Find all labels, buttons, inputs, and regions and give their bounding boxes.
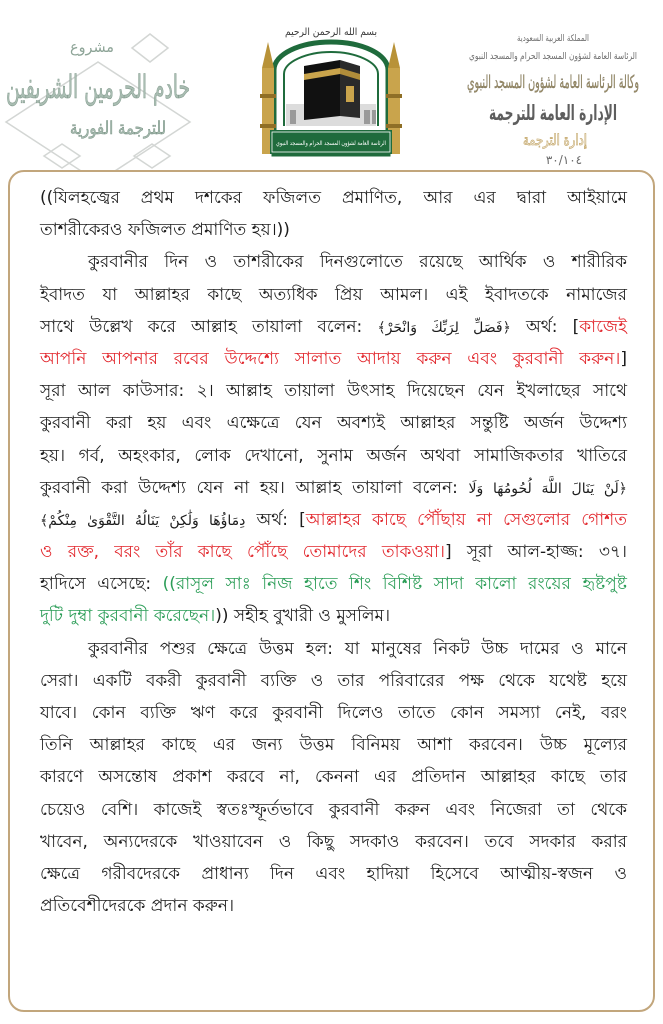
hadith-text: ((রাসূল সাঃ নিজ হাতে শিং বিশিষ্ট সাদা কালো রংয়ের হৃষ্টপুষ্ট bbox=[162, 574, 627, 595]
verse-translation: আল্লাহর কাছে পৌঁছায় না সেগুলোর গোশত bbox=[305, 509, 627, 530]
decorative-diamond bbox=[44, 144, 80, 168]
logo-project-word: مشروع bbox=[70, 38, 114, 56]
text-line bbox=[40, 504, 627, 536]
quran-verse-arabic: دِمَاؤُهَا وَلَٰكِنْ يَنَالُهُ التَّقْوَىٰ مِنْكُمْ﴾ bbox=[40, 512, 246, 529]
logo-project-title: خادم الحرمين الشريفين bbox=[6, 68, 190, 106]
text-line bbox=[40, 279, 627, 311]
text-line bbox=[40, 568, 627, 600]
project-logo bbox=[0, 34, 196, 160]
text-line bbox=[40, 600, 627, 632]
logo-country-text: المملكة العربية السعودية bbox=[517, 34, 589, 44]
line-text: সাথে উল্লেখ করে আল্লাহ তায়ালা বলেন: bbox=[40, 316, 378, 337]
logo-department-text: الإدارة العامة للترجمة bbox=[489, 101, 617, 125]
minaret-right-spire bbox=[388, 42, 400, 68]
text-line bbox=[40, 214, 627, 246]
line-text: অর্থ: [ bbox=[245, 509, 306, 530]
line-text: কুরবানীর দিন ও তাশরীকের দিনগুলোতে রয়েছে আর্থিক ও শারীরিক bbox=[88, 252, 627, 273]
line-text: ] bbox=[620, 348, 627, 369]
page-number: ٣٠/١٠٤ bbox=[545, 153, 583, 167]
line-text: তাশরীকেরও ফজিলত প্রমাণিত হয়।)) bbox=[40, 220, 290, 241]
bismillah-text: بسم الله الرحمن الرحيم bbox=[285, 27, 377, 38]
line-text: চেয়েও বেশি। কাজেই স্বতঃস্ফূর্তভাবে কুরবানী করুন এবং নিজেরা তা থেকে bbox=[40, 799, 627, 820]
text-line bbox=[40, 343, 627, 375]
verse-translation: কাজেই bbox=[579, 316, 627, 337]
logo-agency-text: وكالة الرئاسة العامة لشؤون المسجد النبوي bbox=[467, 72, 639, 93]
arcade-arch bbox=[290, 110, 296, 124]
text-line bbox=[40, 407, 627, 439]
line-text: প্রতিবেশীদেরকে প্রদান করুন। bbox=[40, 896, 235, 917]
text-line bbox=[40, 794, 627, 826]
text-line bbox=[40, 246, 627, 278]
logo-section-text: إدارة الترجمة bbox=[523, 131, 587, 149]
line-text: কুরবানী করা হয় এবং এক্ষেত্রে যেন অবশ্যই আল্লাহর সন্তুষ্টি অর্জন উদ্দেশ্য bbox=[40, 413, 627, 434]
line-text: হাদিসে এসেছে: bbox=[40, 574, 163, 595]
presidency-emblem bbox=[260, 24, 402, 158]
minaret-right-balcony bbox=[386, 94, 402, 98]
line-text: যাবে। কোন ব্যক্তি ঋণ করে কুরবানী দিলেও তাতে কোন সমস্যা নেই, বরং bbox=[40, 703, 627, 723]
hadith-text: দুটি দুম্বা কুরবানী করেছেন। bbox=[40, 606, 216, 627]
minaret-right-balcony bbox=[386, 124, 402, 128]
arcade-arch bbox=[372, 110, 376, 124]
translation-department-logo bbox=[464, 28, 642, 152]
text-line bbox=[40, 761, 627, 793]
text-line bbox=[40, 826, 627, 858]
line-text: ((যিলহজ্বের প্রথম দশকের ফজিলত প্রমাণিত, আর এর দ্বারা আইয়ামে bbox=[40, 188, 627, 208]
text-line bbox=[40, 665, 627, 697]
line-text: হয়। গর্ব, অহংকার, লোক দেখানো, সুনাম অর্জন অথবা সামাজিকতার খাতিরে bbox=[40, 445, 627, 466]
text-line bbox=[40, 311, 627, 343]
text-line bbox=[40, 472, 627, 504]
line-text: অর্থ: [ bbox=[510, 316, 580, 337]
verse-translation: ও রক্ত, বরং তাঁর কাছে পৌঁছে তোমাদের তাকওয়া। bbox=[40, 542, 445, 563]
text-line bbox=[40, 536, 627, 568]
logo-project-subtitle: للترجمة الفورية bbox=[70, 118, 166, 139]
logo-presidency-text: الرئاسة العامة لشؤون المسجد الحرام والمسجد النبوي bbox=[469, 51, 637, 62]
line-text: ] সূরা আল-হাজ্জ: ৩৭। bbox=[444, 542, 627, 563]
minaret-left-spire bbox=[262, 42, 274, 68]
quran-verse-arabic: ﴿فَصَلِّ لِرَبِّكَ وَانْحَرْ﴾ bbox=[377, 319, 511, 336]
line-text: ইবাদত যা আল্লাহর কাছে অত্যধিক প্রিয় আমল। এই ইবাদতকে নামাজের bbox=[40, 284, 627, 305]
line-text: কুরবানীর পশুর ক্ষেত্রে উত্তম হল: যা মানুষের নিকট উচ্চ দামের ও মানে bbox=[88, 638, 627, 659]
line-text: সূরা আল কাউসার: ২। আল্লাহ তায়ালা উৎসাহ দিয়েছেন যেন ইখলাছের সাথে bbox=[40, 381, 627, 402]
text-line bbox=[40, 697, 627, 729]
kaaba-door bbox=[346, 86, 354, 102]
text-line bbox=[40, 375, 627, 407]
text-line bbox=[40, 182, 627, 214]
arcade-arch bbox=[364, 110, 370, 124]
text-line bbox=[40, 890, 627, 922]
line-text: তিনি আল্লাহর কাছে এর জন্য উত্তম বিনিময় আশা করবেন। উচ্চ মূল্যের bbox=[40, 735, 627, 756]
decorative-diamond bbox=[132, 34, 168, 62]
verse-translation: আপনি আপনার রবের উদ্দেশ্যে সালাত আদায় করুন এবং কুরবানী করুন। bbox=[40, 348, 621, 369]
line-text: কারণে অসন্তোষ প্রকাশ করবে না, কেননা এর প্রতিদান আল্লাহর কাছে তার bbox=[40, 767, 627, 788]
quran-verse-arabic: ﴿لَنْ يَنَالَ اللَّهَ لُحُومُهَا وَلَا bbox=[468, 480, 627, 497]
document-body bbox=[40, 182, 627, 922]
line-text: খাবেন, অন্যদেরকে খাওয়াবেন ও কিছু সদকাও করবেন। তবে সদকার করার bbox=[40, 831, 627, 852]
text-line bbox=[40, 858, 627, 890]
line-text: কুরবানী করা উদ্দেশ্য যেন না হয়। আল্লাহ তায়ালা বলেন: bbox=[40, 477, 469, 498]
minaret-left-balcony bbox=[260, 124, 276, 128]
text-line bbox=[40, 633, 627, 665]
line-text: ক্ষেত্রে গরীবদেরকে প্রাধান্য দিন এবং হাদিয়া হিসেবে আত্মীয়-স্বজন ও bbox=[40, 863, 627, 884]
text-line bbox=[40, 729, 627, 761]
line-text: সেরা। একটি বকরী কুরবানী ব্যক্তি ও তার পরিবারের পক্ষ থেকে যথেষ্ট হয়ে bbox=[40, 670, 627, 691]
emblem-banner-text: الرئاسة العامة لشؤون المسجد الحرام والمسجد النبوي bbox=[276, 140, 387, 147]
text-line bbox=[40, 440, 627, 472]
line-text: )) সহীহ বুখারী ও মুসলিম। bbox=[215, 606, 391, 627]
minaret-left-balcony bbox=[260, 94, 276, 98]
